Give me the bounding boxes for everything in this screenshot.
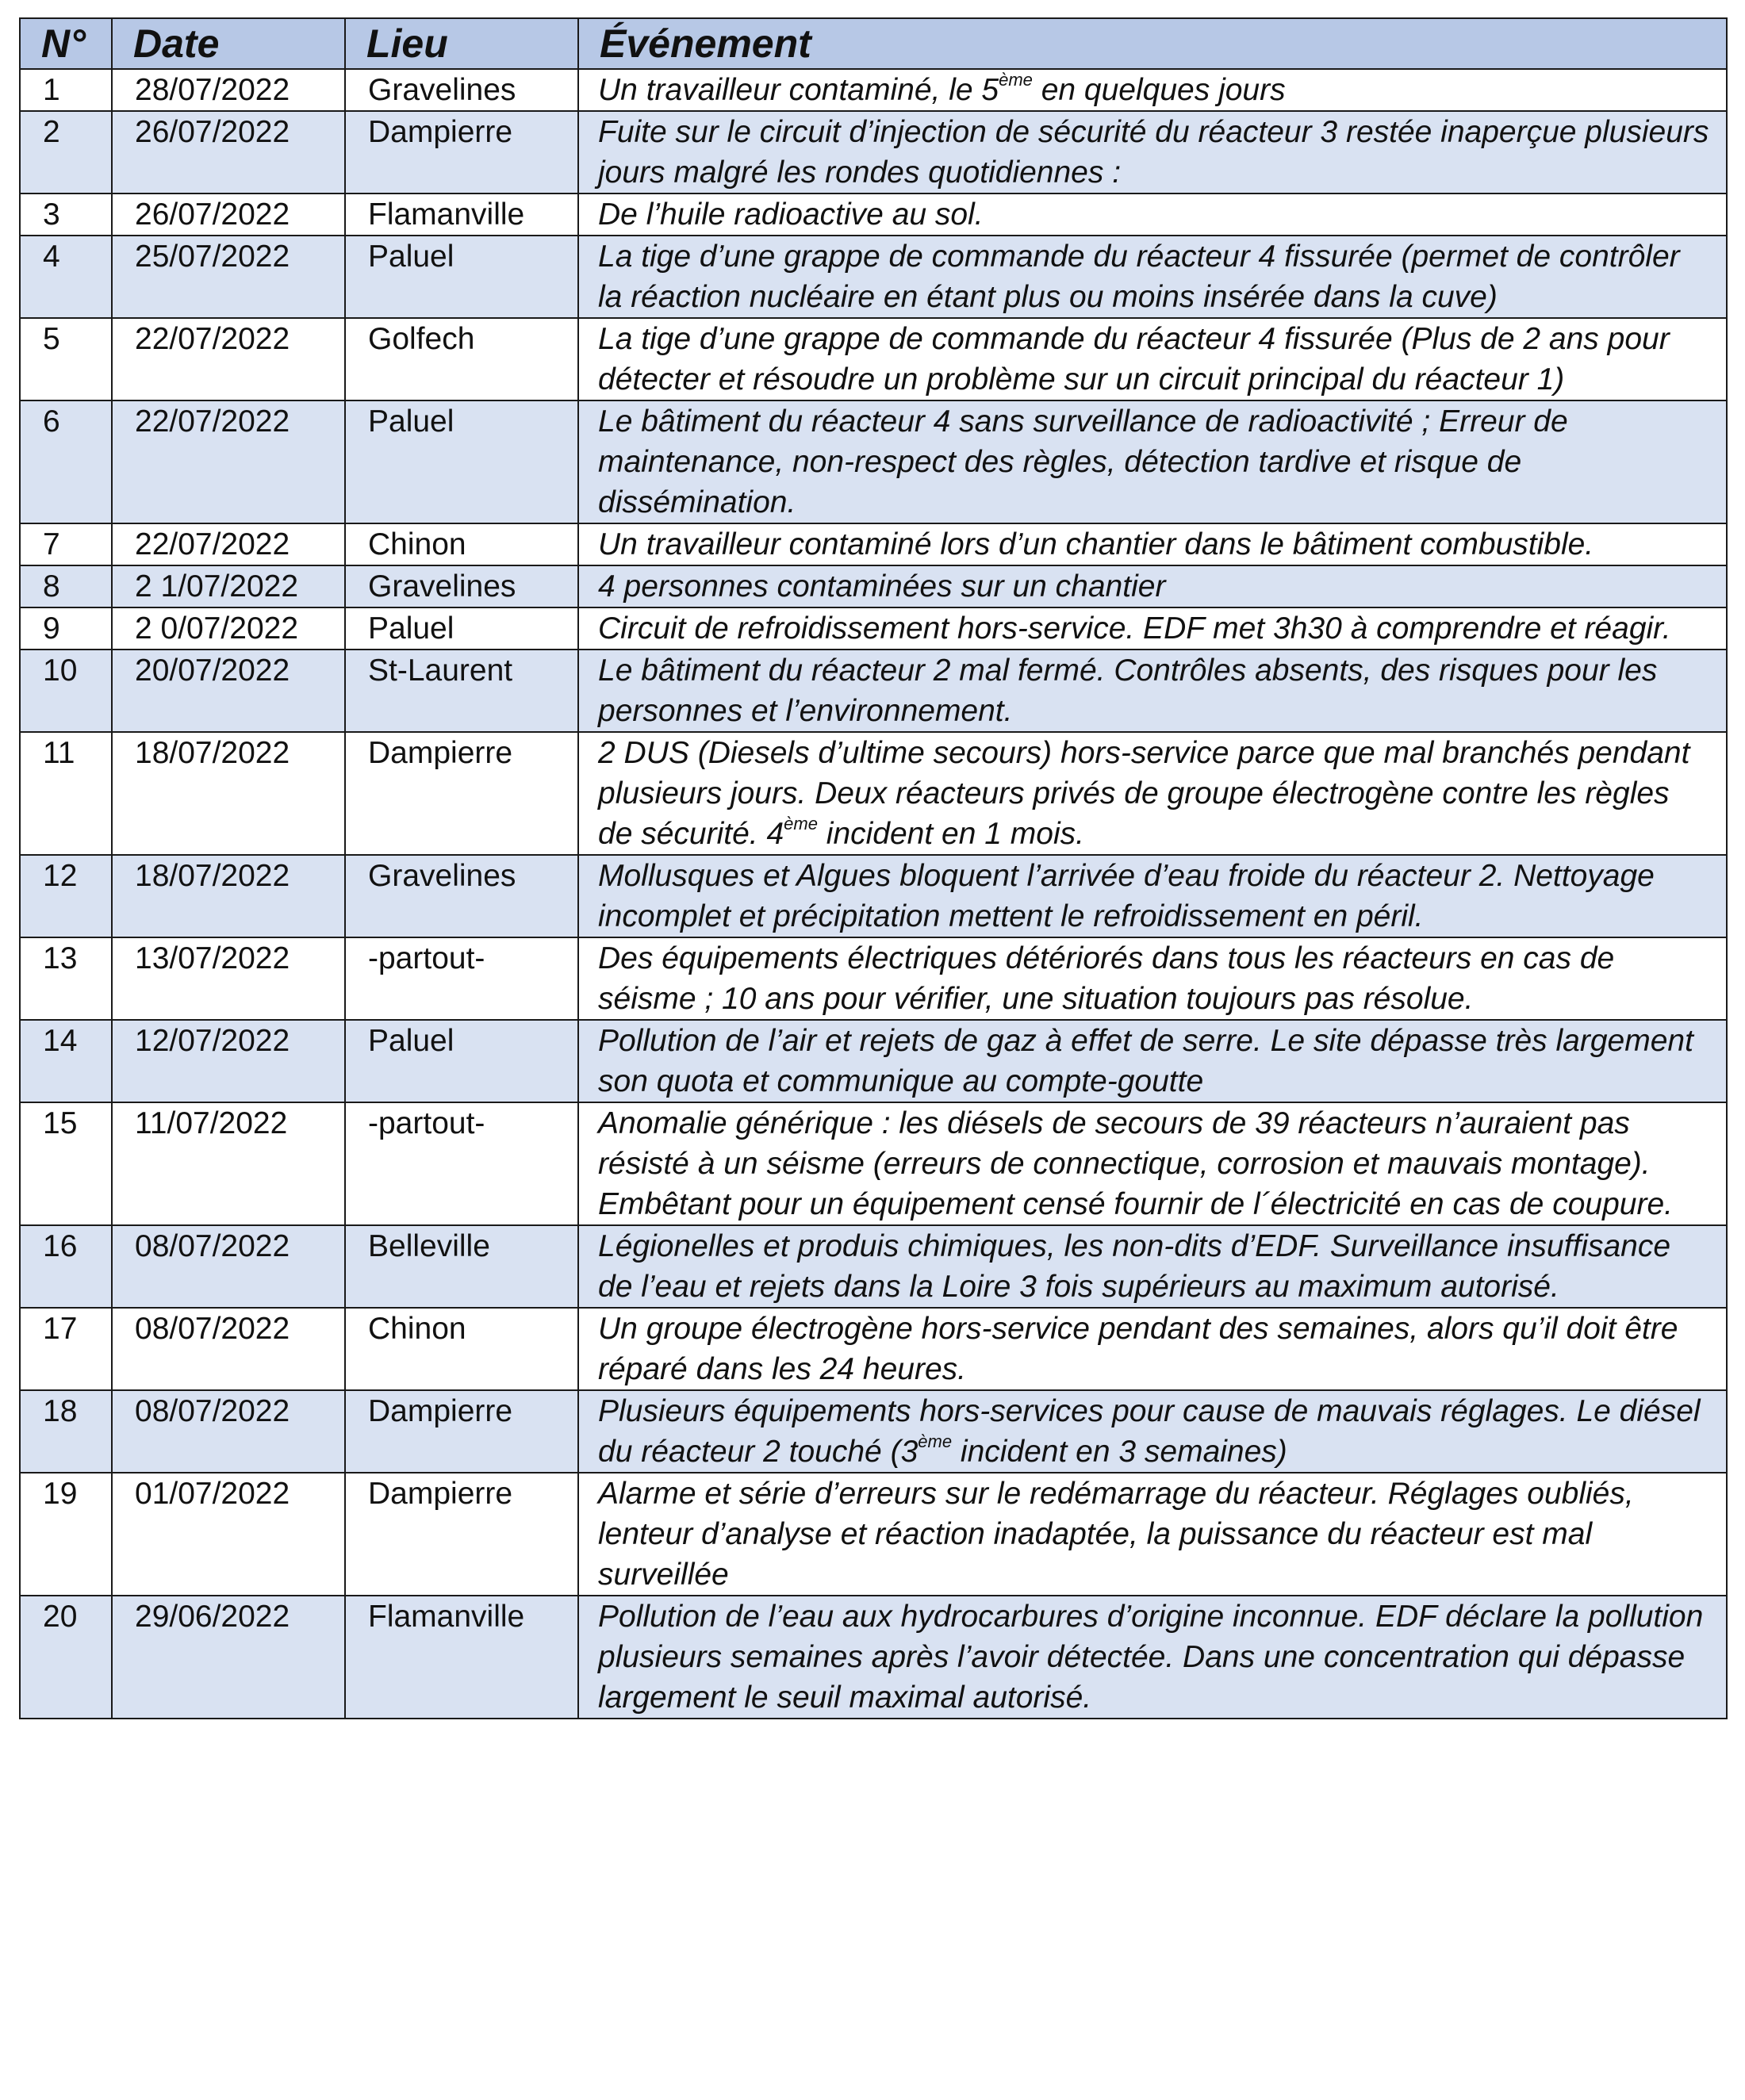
cell-evenement xyxy=(578,565,1727,607)
table-row xyxy=(20,1596,1727,1719)
table-row xyxy=(20,565,1727,607)
cell-lieu: Paluel xyxy=(345,1020,578,1102)
table-row xyxy=(20,111,1727,194)
evenement-text: Un travailleur contaminé, le 5 xyxy=(598,73,999,107)
cell-evenement xyxy=(578,855,1727,937)
cell-evenement xyxy=(578,1308,1727,1390)
cell-number: 6 xyxy=(20,400,112,523)
header-lieu: Lieu xyxy=(345,18,578,69)
cell-number: 18 xyxy=(20,1390,112,1473)
header-row xyxy=(20,18,1727,69)
table-row xyxy=(20,236,1727,318)
table-row xyxy=(20,194,1727,236)
evenement-superscript: ème xyxy=(918,1431,953,1451)
incident-table-container xyxy=(19,17,1726,1719)
cell-evenement xyxy=(578,1390,1727,1473)
cell-number: 11 xyxy=(20,732,112,855)
cell-evenement xyxy=(578,1102,1727,1225)
cell-date: 11/07/2022 xyxy=(112,1102,345,1225)
evenement-text: La tige d’une grappe de commande du réacteur 4 fissurée (permet de contrôler la réaction nucléaire en étant plus ou moins insérée dans la cuve) xyxy=(598,240,1680,314)
evenement-text: Mollusques et Algues bloquent l’arrivée d’eau froide du réacteur 2. Nettoyage incomplet et précipitation mettent le refroidissement en péril. xyxy=(598,859,1655,933)
cell-date: 26/07/2022 xyxy=(112,194,345,236)
cell-number: 13 xyxy=(20,937,112,1020)
table-row xyxy=(20,607,1727,650)
cell-lieu: Dampierre xyxy=(345,111,578,194)
cell-date: 2 0/07/2022 xyxy=(112,607,345,650)
table-row xyxy=(20,1102,1727,1225)
table-row xyxy=(20,732,1727,855)
table-row xyxy=(20,1473,1727,1596)
cell-date: 22/07/2022 xyxy=(112,318,345,400)
cell-lieu: Paluel xyxy=(345,607,578,650)
cell-date: 26/07/2022 xyxy=(112,111,345,194)
incident-table xyxy=(19,17,1728,1719)
cell-number: 7 xyxy=(20,523,112,565)
evenement-text: Un groupe électrogène hors-service pendant des semaines, alors qu’il doit être réparé dans les 24 heures. xyxy=(598,1312,1678,1386)
evenement-text: Un travailleur contaminé lors d’un chantier dans le bâtiment combustible. xyxy=(598,527,1594,561)
cell-evenement xyxy=(578,650,1727,732)
cell-number: 14 xyxy=(20,1020,112,1102)
header-evenement: Événement xyxy=(578,18,1727,69)
cell-evenement xyxy=(578,1020,1727,1102)
cell-number: 2 xyxy=(20,111,112,194)
cell-date: 18/07/2022 xyxy=(112,732,345,855)
cell-date: 22/07/2022 xyxy=(112,523,345,565)
cell-evenement xyxy=(578,400,1727,523)
cell-lieu: Dampierre xyxy=(345,1473,578,1596)
evenement-text: Pollution de l’eau aux hydrocarbures d’origine inconnue. EDF déclare la pollution plusieurs semaines après l’avoir détectée. Dans une concentration qui dépasse largement le seuil maximal autorisé. xyxy=(598,1600,1704,1715)
cell-date: 12/07/2022 xyxy=(112,1020,345,1102)
cell-number: 4 xyxy=(20,236,112,318)
cell-number: 19 xyxy=(20,1473,112,1596)
cell-number: 3 xyxy=(20,194,112,236)
cell-lieu: Flamanville xyxy=(345,1596,578,1719)
cell-evenement xyxy=(578,1596,1727,1719)
cell-number: 1 xyxy=(20,69,112,111)
cell-lieu: Chinon xyxy=(345,1308,578,1390)
cell-number: 16 xyxy=(20,1225,112,1308)
table-row xyxy=(20,400,1727,523)
table-row xyxy=(20,69,1727,111)
table-row xyxy=(20,318,1727,400)
cell-date: 08/07/2022 xyxy=(112,1308,345,1390)
evenement-text: 4 personnes contaminées sur un chantier xyxy=(598,569,1166,604)
cell-date: 22/07/2022 xyxy=(112,400,345,523)
cell-lieu: Dampierre xyxy=(345,732,578,855)
evenement-text: Alarme et série d’erreurs sur le redémarrage du réacteur. Réglages oubliés, lenteur d’analyse et réaction inadaptée, la puissance du réacteur est mal surveillée xyxy=(598,1477,1634,1592)
cell-lieu: -partout- xyxy=(345,937,578,1020)
evenement-text: Pollution de l’air et rejets de gaz à effet de serre. Le site dépasse très largement son quota et communique au compte-goutte xyxy=(598,1024,1693,1098)
evenement-text: Circuit de refroidissement hors-service. EDF met 3h30 à comprendre et réagir. xyxy=(598,611,1671,646)
cell-evenement xyxy=(578,607,1727,650)
evenement-text-continued: en quelques jours xyxy=(1032,73,1286,107)
cell-lieu: Chinon xyxy=(345,523,578,565)
table-row xyxy=(20,1308,1727,1390)
cell-lieu: St-Laurent xyxy=(345,650,578,732)
cell-number: 12 xyxy=(20,855,112,937)
cell-date: 20/07/2022 xyxy=(112,650,345,732)
cell-number: 9 xyxy=(20,607,112,650)
cell-date: 25/07/2022 xyxy=(112,236,345,318)
cell-lieu: Paluel xyxy=(345,400,578,523)
cell-evenement xyxy=(578,194,1727,236)
evenement-text-continued: incident en 1 mois. xyxy=(817,817,1084,851)
cell-evenement xyxy=(578,1473,1727,1596)
cell-evenement xyxy=(578,1225,1727,1308)
cell-number: 5 xyxy=(20,318,112,400)
evenement-text: Fuite sur le circuit d’injection de sécurité du réacteur 3 restée inaperçue plusieurs jours malgré les rondes quotidiennes : xyxy=(598,115,1709,190)
cell-lieu: Gravelines xyxy=(345,565,578,607)
cell-date: 28/07/2022 xyxy=(112,69,345,111)
cell-lieu: Gravelines xyxy=(345,855,578,937)
cell-evenement xyxy=(578,111,1727,194)
table-body xyxy=(20,69,1727,1719)
cell-date: 08/07/2022 xyxy=(112,1390,345,1473)
cell-evenement xyxy=(578,732,1727,855)
evenement-superscript: ème xyxy=(999,70,1033,90)
cell-evenement xyxy=(578,69,1727,111)
evenement-text: Légionelles et produis chimiques, les non-dits d’EDF. Surveillance insuffisance de l’eau et rejets dans la Loire 3 fois supérieurs au maximum autorisé. xyxy=(598,1229,1671,1304)
cell-number: 20 xyxy=(20,1596,112,1719)
table-header xyxy=(20,18,1727,69)
cell-number: 17 xyxy=(20,1308,112,1390)
header-number: N° xyxy=(20,18,112,69)
cell-evenement xyxy=(578,937,1727,1020)
evenement-text: Anomalie générique : les diésels de secours de 39 réacteurs n’auraient pas résisté à un séisme (erreurs de connectique, corrosion et mauvais montage). Embêtant pour un équipement censé fournir de l´électricité en cas de coupure. xyxy=(598,1106,1673,1221)
cell-lieu: Golfech xyxy=(345,318,578,400)
table-row xyxy=(20,1020,1727,1102)
table-row xyxy=(20,1390,1727,1473)
evenement-text: Le bâtiment du réacteur 4 sans surveillance de radioactivité ; Erreur de maintenance, non-respect des règles, détection tardive et risque de dissémination. xyxy=(598,404,1568,519)
cell-evenement xyxy=(578,318,1727,400)
table-row xyxy=(20,650,1727,732)
table-row xyxy=(20,523,1727,565)
cell-evenement xyxy=(578,523,1727,565)
cell-date: 08/07/2022 xyxy=(112,1225,345,1308)
header-date: Date xyxy=(112,18,345,69)
cell-evenement xyxy=(578,236,1727,318)
table-row xyxy=(20,1225,1727,1308)
cell-lieu: Flamanville xyxy=(345,194,578,236)
cell-lieu: Belleville xyxy=(345,1225,578,1308)
evenement-text-continued: incident en 3 semaines) xyxy=(952,1435,1287,1469)
evenement-superscript: ème xyxy=(784,814,818,833)
cell-number: 15 xyxy=(20,1102,112,1225)
cell-date: 2 1/07/2022 xyxy=(112,565,345,607)
cell-number: 8 xyxy=(20,565,112,607)
cell-lieu: -partout- xyxy=(345,1102,578,1225)
cell-lieu: Dampierre xyxy=(345,1390,578,1473)
evenement-text: Plusieurs équipements hors-services pour cause de mauvais réglages. Le diésel du réacteur 2 touché (3 xyxy=(598,1394,1701,1469)
table-row xyxy=(20,937,1727,1020)
evenement-text: 2 DUS (Diesels d’ultime secours) hors-service parce que mal branchés pendant plusieurs jours. Deux réacteurs privés de groupe électrogène contre les règles de sécurité. 4 xyxy=(598,736,1690,851)
table-row xyxy=(20,855,1727,937)
cell-date: 13/07/2022 xyxy=(112,937,345,1020)
cell-number: 10 xyxy=(20,650,112,732)
cell-date: 18/07/2022 xyxy=(112,855,345,937)
evenement-text: De l’huile radioactive au sol. xyxy=(598,197,984,232)
cell-date: 29/06/2022 xyxy=(112,1596,345,1719)
evenement-text: La tige d’une grappe de commande du réacteur 4 fissurée (Plus de 2 ans pour détecter et résoudre un problème sur un circuit principal du réacteur 1) xyxy=(598,322,1670,397)
evenement-text: Des équipements électriques détériorés dans tous les réacteurs en cas de séisme ; 10 ans pour vérifier, une situation toujours pas résolue. xyxy=(598,941,1615,1016)
evenement-text: Le bâtiment du réacteur 2 mal fermé. Contrôles absents, des risques pour les personnes et l’environnement. xyxy=(598,653,1658,728)
cell-lieu: Paluel xyxy=(345,236,578,318)
cell-lieu: Gravelines xyxy=(345,69,578,111)
cell-date: 01/07/2022 xyxy=(112,1473,345,1596)
